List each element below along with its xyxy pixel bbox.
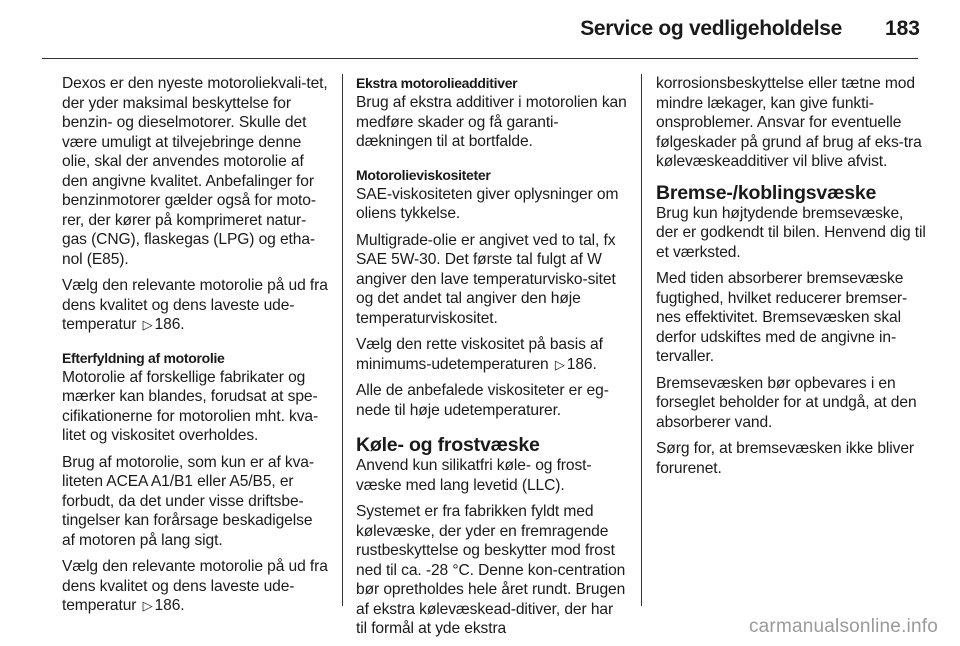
subheading: Ekstra motorolieadditiver [356, 75, 518, 91]
paragraph-text: Vælg den rette viskositet på basis af minimums-udetemperaturen [356, 336, 603, 373]
column-2 [356, 74, 628, 646]
paragraph: Dexos er den nyeste motoroliekvali-tet, der yder maksimal beskyttelse for benzin- og dieselmotorer. Skulle det være umuligt at tilvejebringe denne olie, skal der anvendes motorolie af den angivne kvalitet. Anbefalinger for benzinmotorer gælder også for moto-rer, der kører på komprimeret natur-gas (CNG), flaskegas (LPG) og etha-nol (E85). [62, 75, 328, 268]
paragraph: Med tiden absorberer bremsevæske fugtighed, hvilket reducerer bremser-nes effektivitet. Bremsevæsken skal derfor udskiftes med de angivne in-tervaller. [656, 270, 908, 365]
page-reference[interactable] [141, 316, 185, 333]
paragraph: Motorolie af forskellige fabrikater og mærker kan blandes, forudsat at spe-cifikationerne for motorolien mht. kva-litet og viskositet overholdes. [62, 368, 319, 444]
column-divider [342, 74, 343, 606]
paragraph: korrosionsbeskyttelse eller tætne mod mindre lækager, kan give funkti-onsproblemer. Ansvar for eventuelle følgeskader på grund af brug af eks-tra kølevæskeadditiver vil blive afvist. [656, 75, 922, 170]
paragraph: Multigrade-olie er angivet ved to tal, fx SAE 5W-30. Det første tal fulgt af W angiver den lave temperaturvisko-sitet og det andet tal angiver den høje temperaturviskositet. [356, 231, 616, 327]
page-header [0, 0, 960, 60]
paragraph [356, 335, 628, 374]
paragraph: Brug af motorolie, som kun er af kva-liteten ACEA A1/B1 eller A5/B5, er forbudt, da det under visse driftsbe-tingelser kan forårsage beskadigelse af motoren på lang sigt. [62, 453, 314, 549]
column-1 [62, 74, 328, 623]
page-number: 183 [884, 17, 920, 40]
paragraph-text: Vælg den relevante motorolie på ud fra dens kvalitet og dens laveste ude-temperatur [62, 558, 328, 614]
column-3 [656, 74, 926, 485]
paragraph [62, 276, 328, 335]
page-reference-number: 186. [566, 355, 597, 373]
page-title: Service og vedligeholdelse [580, 17, 842, 40]
paragraph: Brug kun højtydende bremsevæske, der er godkendt til bilen. Henvend dig til et værksted. [656, 204, 926, 261]
page-reference-number: 186. [154, 597, 185, 614]
paragraph: Sørg for, at bremsevæsken ikke bliver forurenet. [656, 440, 915, 477]
page-reference-arrow-icon: ▷ [554, 356, 565, 372]
watermark: carmanualsonline.info [748, 616, 938, 637]
page-reference-number: 186. [154, 316, 185, 333]
column-divider [641, 74, 642, 606]
header-divider [42, 58, 918, 59]
paragraph: Brug af ekstra additiver i motorolien kan medføre skader og få garanti-dækningen til at bortfalde. [356, 94, 627, 150]
section-heading: Køle- og frostvæske [356, 434, 540, 456]
paragraph: Anvend kun silikatfri køle- og frost-væske med lang levetid (LLC). [356, 457, 592, 494]
section-heading: Bremse-/koblingsvæske [656, 181, 877, 204]
paragraph [62, 557, 328, 616]
paragraph: Alle de anbefalede viskositeter er eg-nede til høje udetemperaturer. [356, 382, 609, 419]
page-reference-arrow-icon: ▷ [142, 317, 153, 332]
paragraph: Systemet er fra fabrikken fyldt med kølevæske, der yder en fremragende rustbeskyttelse og beskytter mod frost ned til ca. -28 °C. Denne kon-centration bør opretholdes hele året rundt. Brugen af ekstra kølevæskead-ditiver, der har til formål at yde ekstra [356, 503, 626, 637]
paragraph: Bremsevæsken bør opbevares i en forseglet beholder for at undgå, at den absorberer vand. [656, 374, 917, 431]
page-reference[interactable] [141, 597, 185, 614]
page-reference-arrow-icon: ▷ [142, 598, 153, 613]
subheading: Motorolieviskositeter [356, 166, 491, 183]
page-reference[interactable] [553, 356, 597, 373]
paragraph: SAE-viskositeten giver oplysninger om oliens tykkelse. [356, 185, 619, 222]
subheading: Efterfyldning af motorolie [62, 349, 225, 366]
paragraph-text: Vælg den relevante motorolie på ud fra dens kvalitet og dens laveste ude-temperatur [62, 277, 328, 333]
